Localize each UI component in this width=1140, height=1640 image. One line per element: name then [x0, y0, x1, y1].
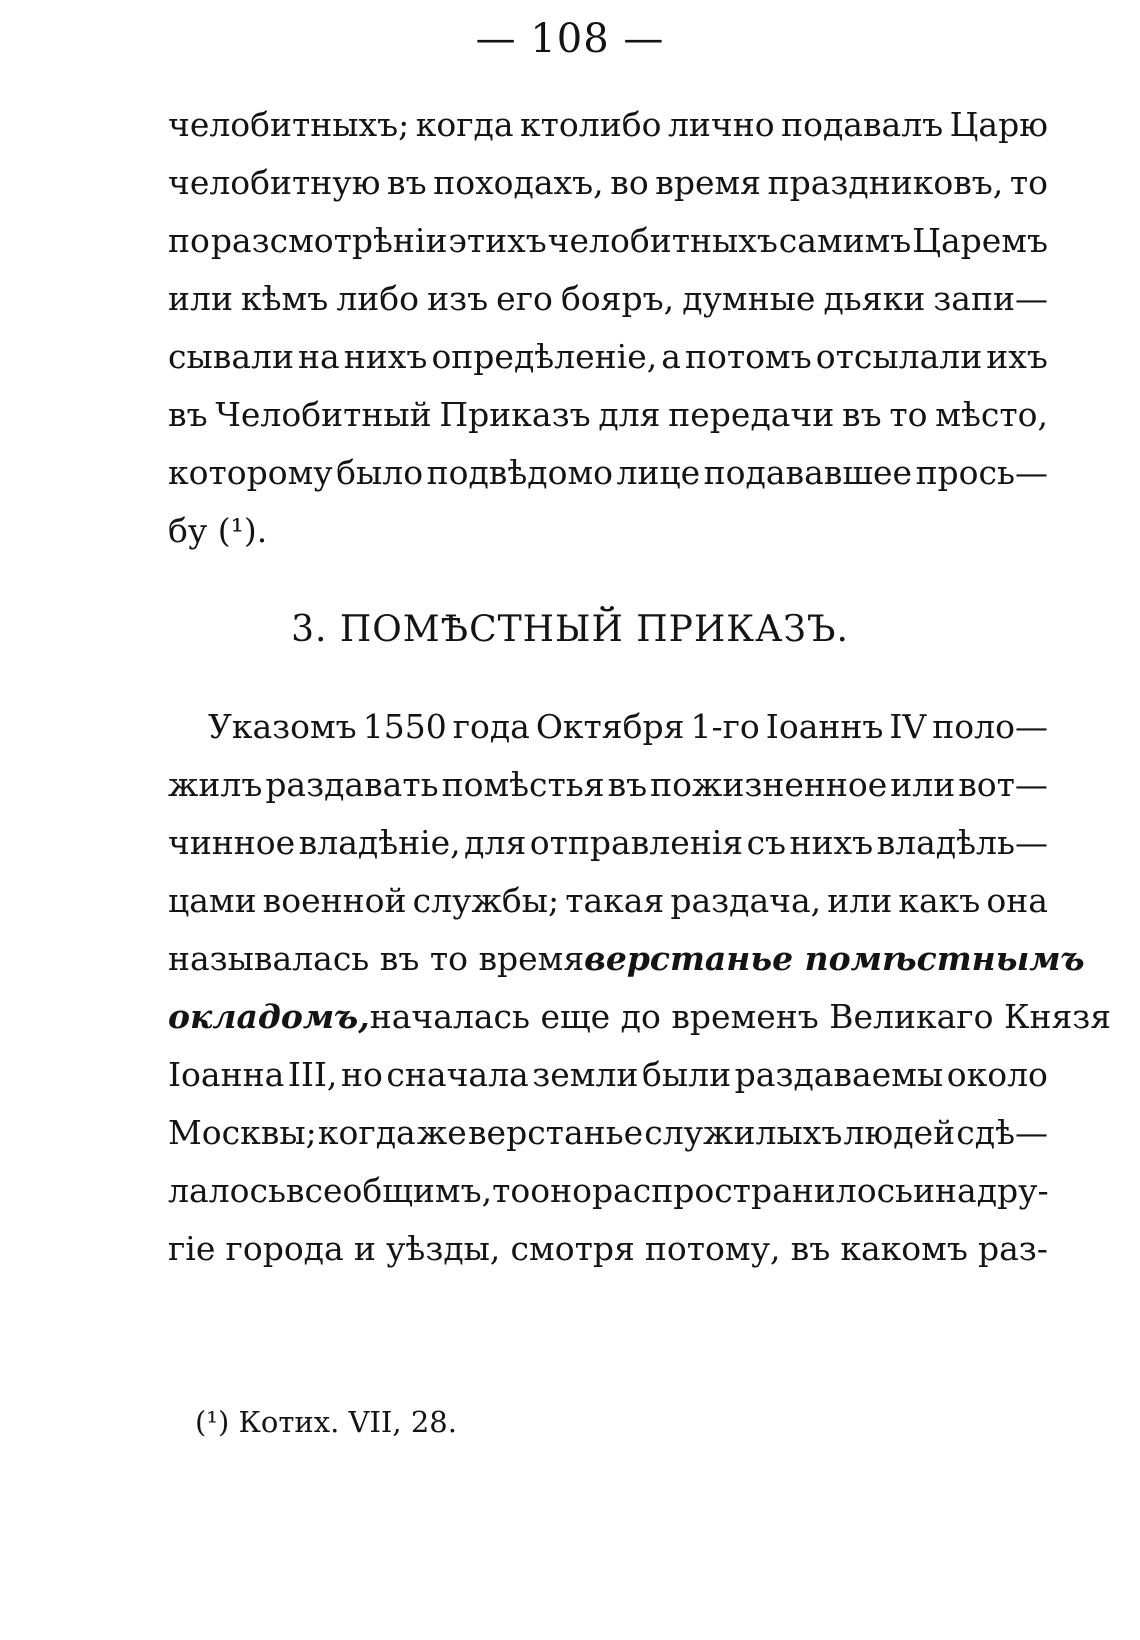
page-number: — 108 — — [475, 16, 665, 62]
text-line: по разсмотрѣніи этихъ челобитныхъ самимъ Царемъ — [168, 221, 1048, 260]
text-line: лалось всеобщимъ, то оно распространилось и на дру- — [168, 1171, 1049, 1210]
text-line: которому было подвѣдомо лице подававшее прось— — [168, 453, 1048, 492]
text-line: въ Челобитный Приказъ для передачи въ то мѣсто, — [168, 395, 1048, 434]
text-line: челобитную въ походахъ, во время праздниковъ, то — [168, 163, 1048, 202]
italic-term: окладомъ, — [168, 997, 370, 1036]
text-line: Указомъ 1550 года Октября 1-го Іоаннъ IV поло— — [208, 707, 1048, 746]
paragraph-estates — [168, 698, 1112, 1278]
text-line: цами военной службы; такая раздача, или какъ она — [168, 881, 1048, 920]
text-line: называлась въ то время верстанье помѣстнымъ — [168, 930, 1048, 988]
text-line: Москвы; когда же верстанье служилыхъ людей сдѣ— — [168, 1113, 1048, 1152]
text-line: или кѣмъ либо изъ его бояръ, думные дьяки запи— — [168, 279, 1048, 318]
text-line: челобитныхъ; когда ктолибо лично подавалъ Царю — [168, 105, 1048, 144]
text-line: сывали на нихъ опредѣленіе, а потомъ отсылали ихъ — [168, 337, 1048, 376]
paragraph-petitions — [168, 96, 1048, 560]
text-line: гіе города и уѣзды, смотря потому, въ какомъ раз- — [168, 1229, 1048, 1268]
section-heading: 3. ПОМѢСТНЫЙ ПРИКАЗЪ. — [291, 609, 849, 650]
text-line: окладомъ, началась еще до временъ Великаго Князя — [168, 988, 1048, 1046]
text-line: Іоанна III, но сначала земли были раздаваемы около — [168, 1055, 1048, 1094]
italic-term: верстанье помѣстнымъ — [584, 939, 1085, 978]
footnote: (¹) Котих. VII, 28. — [195, 1405, 457, 1439]
text-line: бу (¹). — [168, 511, 268, 550]
text-line: чинное владѣніе, для отправленія съ нихъ владѣль— — [168, 823, 1048, 862]
text-line: жилъ раздавать помѣстья въ пожизненное или вот— — [168, 765, 1048, 804]
